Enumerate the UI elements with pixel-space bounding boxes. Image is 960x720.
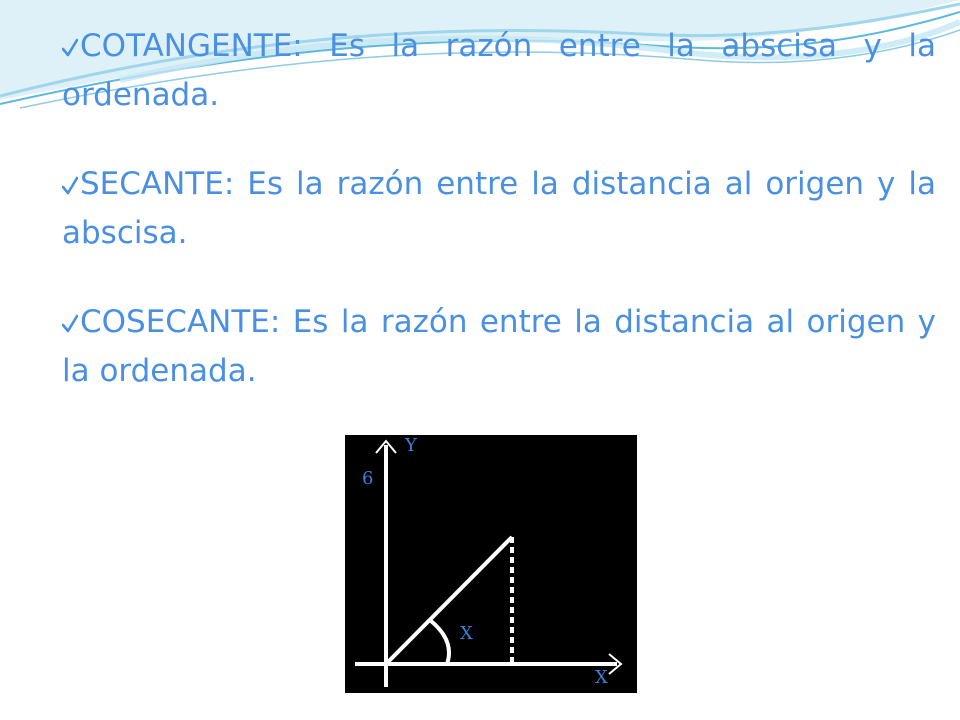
definition-text: Es la razón entre la abscisa y la ordenada. xyxy=(62,28,936,113)
term-label: COSECANTE: xyxy=(80,304,281,340)
definition-text: Es la razón entre la distancia al origen y la ordenada. xyxy=(62,304,936,389)
checkmark-icon xyxy=(62,314,78,334)
checkmark-icon xyxy=(62,176,78,196)
checkmark-icon xyxy=(62,38,78,58)
term-label: SECANTE: xyxy=(80,166,235,202)
angle-arc xyxy=(431,621,449,664)
angle-label: X xyxy=(460,623,473,644)
list-item-cotangente xyxy=(62,22,936,120)
x-axis-label: X xyxy=(595,667,608,688)
term-label: COTANGENTE: xyxy=(80,28,303,64)
list-item-secante xyxy=(62,160,936,258)
definition-text: Es la razón entre la distancia al origen y la abscisa. xyxy=(62,166,936,251)
angle-diagram-drawing xyxy=(345,435,637,693)
tick-label: 6 xyxy=(362,468,374,489)
y-axis-label: Y xyxy=(405,435,417,456)
list-item-cosecante xyxy=(62,298,936,396)
angle-diagram xyxy=(345,435,637,693)
definitions-list xyxy=(62,22,936,436)
